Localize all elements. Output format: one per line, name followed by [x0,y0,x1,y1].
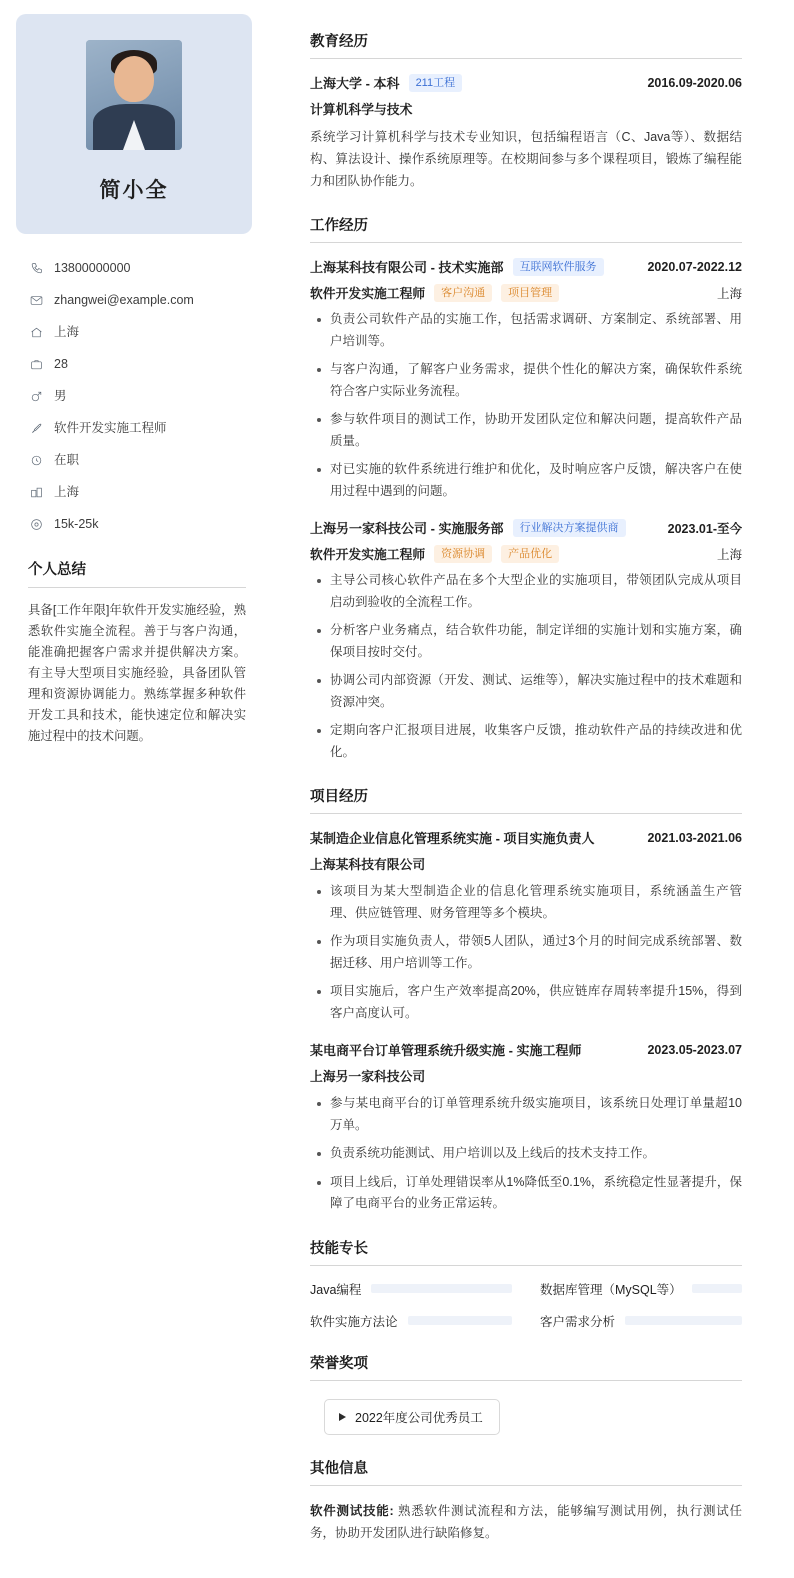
education-entry [310,73,742,192]
contact-value: 上海 [54,325,80,339]
contact-value: 男 [54,389,67,403]
list-item: 作为项目实施负责人，带领5人团队，通过3个月的时间完成系统部署、数据迁移、用户培训等工作。 [310,931,742,974]
list-item: 项目上线后，订单处理错误率从1%降低至0.1%，系统稳定性显著提升，保障了电商平台的业务正常运转。 [310,1172,742,1215]
honors-title: 荣誉奖项 [310,1352,742,1381]
contact-value: 上海 [54,485,80,499]
honors-section [310,1352,742,1435]
list-item: 与客户沟通，了解客户业务需求，提供个性化的解决方案，确保软件系统符合客户实际业务流程。 [310,359,742,402]
other-label: 软件测试技能: [310,1503,394,1518]
work-role-tag: 产品优化 [501,545,559,563]
work-role-tag: 项目管理 [501,284,559,302]
list-item: 该项目为某大型制造企业的信息化管理系统实施项目，系统涵盖生产管理、供应链管理、财务管理等多个模块。 [310,881,742,924]
project-date: 2021.03-2021.06 [647,830,742,845]
contact-list [28,260,246,532]
skill-label: Java编程 [310,1282,362,1297]
skills-title: 技能专长 [310,1237,742,1266]
summary-text: 具备[工作年限]年软件开发实施经验，熟悉软件实施全流程。善于与客户沟通，能准确把握客户需求并提供解决方案。有主导大型项目实施经验，具备团队管理和资源协调能力。熟练掌握多种软件开发工具和技术，能快速定位和解决实施过程中的技术问题。 [28,603,246,743]
projects-section [310,785,742,1215]
work-location: 上海 [716,547,742,562]
project-entry [310,828,742,1024]
project-bullets [310,881,742,1024]
avatar [86,40,182,150]
skill-label: 客户需求分析 [540,1314,616,1329]
summary-title: 个人总结 [28,558,246,588]
education-tag: 211工程 [409,74,463,92]
list-item: 负责系统功能测试、用户培训以及上线后的技术支持工作。 [310,1143,742,1165]
skill-item [310,1280,512,1298]
skill-bar [625,1316,742,1325]
phone-icon [28,260,44,276]
contact-value: 在职 [54,453,80,467]
contact-value: zhangwei@example.com [54,293,194,307]
other-item [310,1500,742,1544]
honor-label: 2022年度公司优秀员工 [355,1410,483,1425]
education-school: 上海大学 - 本科 [310,76,400,91]
work-entry [310,518,742,763]
rocket-icon [28,420,44,436]
contact-item-status [28,452,246,468]
work-company: 上海某科技有限公司 - 技术实施部 [310,260,504,275]
education-section [310,30,742,192]
skills-grid [310,1280,742,1330]
work-location: 上海 [716,286,742,301]
contact-item-age [28,356,246,372]
project-name: 某电商平台订单管理系统升级实施 - 实施工程师 [310,1043,582,1058]
work-bullets [310,309,742,502]
contact-item-location [28,324,246,340]
other-title: 其他信息 [310,1457,742,1486]
work-title: 工作经历 [310,214,742,243]
projects-title: 项目经历 [310,785,742,814]
status-icon [28,452,44,468]
list-item: 参与某电商平台的订单管理系统升级实施项目，该系统日处理订单量超10万单。 [310,1093,742,1136]
project-entry [310,1040,742,1215]
list-item: 主导公司核心软件产品在多个大型企业的实施项目，带领团队完成从项目启动到验收的全流程工作。 [310,570,742,613]
list-item: 协调公司内部资源（开发、测试、运维等），解决实施过程中的技术难题和资源冲突。 [310,670,742,713]
sidebar [0,0,268,1578]
contact-value: 15k-25k [54,517,99,531]
mail-icon [28,292,44,308]
work-date: 2020.07-2022.12 [647,259,742,274]
work-role-tag: 资源协调 [434,545,492,563]
work-role-tag: 客户沟通 [434,284,492,302]
list-item: 定期向客户汇报项目进展，收集客户反馈，推动软件产品的持续改进和优化。 [310,720,742,763]
work-tag: 行业解决方案提供商 [513,519,626,537]
list-item: 分析客户业务痛点，结合软件功能，制定详细的实施计划和实施方案，确保项目按时交付。 [310,620,742,663]
profile-panel [16,14,252,234]
work-role: 软件开发实施工程师 [310,286,426,301]
play-triangle-icon [339,1413,346,1421]
contact-value: 软件开发实施工程师 [54,421,167,435]
project-bullets [310,1093,742,1215]
work-role: 软件开发实施工程师 [310,547,426,562]
work-bullets [310,570,742,763]
contact-item-salary [28,516,246,532]
summary-section [28,558,246,747]
salary-icon [28,516,44,532]
honor-item[interactable] [324,1399,500,1435]
skill-label: 数据库管理（MySQL等） [540,1282,682,1297]
work-company: 上海另一家科技公司 - 实施服务部 [310,521,504,536]
skill-item [540,1312,742,1330]
education-title: 教育经历 [310,30,742,59]
education-major: 计算机科学与技术 [310,102,413,117]
list-item: 负责公司软件产品的实施工作，包括需求调研、方案制定、系统部署、用户培训等。 [310,309,742,352]
contact-item-gender [28,388,246,404]
skill-bar [408,1316,512,1325]
list-item: 项目实施后，客户生产效率提高20%，供应链库存周转率提升15%，得到客户高度认可。 [310,981,742,1024]
contact-value: 28 [54,357,68,371]
work-entry [310,257,742,502]
skill-bar [371,1284,512,1293]
skill-item [310,1312,512,1330]
project-company: 上海另一家科技公司 [310,1069,426,1084]
contact-item-position [28,420,246,436]
work-tag: 互联网软件服务 [513,258,604,276]
list-item: 参与软件项目的测试工作，协助开发团队定位和解决问题，提高软件产品质量。 [310,409,742,452]
education-desc: 系统学习计算机科学与技术专业知识，包括编程语言（C、Java等）、数据结构、算法设计、操作系统原理等。在校期间参与多个课程项目，锻炼了编程能力和团队协作能力。 [310,130,742,188]
skills-section [310,1237,742,1330]
skill-item [540,1280,742,1298]
project-name: 某制造企业信息化管理系统实施 - 项目实施负责人 [310,831,595,846]
contact-value: 13800000000 [54,261,131,275]
profile-name: 简小全 [99,179,169,202]
city-icon [28,484,44,500]
skill-label: 软件实施方法论 [310,1314,398,1329]
other-section [310,1457,742,1544]
education-date: 2016.09-2020.06 [647,75,742,90]
main-content [268,0,794,1578]
briefcase-icon [28,356,44,372]
contact-item-city [28,484,246,500]
project-date: 2023.05-2023.07 [647,1042,742,1057]
project-company: 上海某科技有限公司 [310,857,426,872]
home-icon [28,324,44,340]
gender-icon [28,388,44,404]
skill-bar [692,1284,742,1293]
other-text: 熟悉软件测试流程和方法，能够编写测试用例，执行测试任务，协助开发团队进行缺陷修复。 [310,1503,742,1540]
list-item: 对已实施的软件系统进行维护和优化，及时响应客户反馈，解决客户在使用过程中遇到的问题。 [310,459,742,502]
contact-item-email [28,292,246,308]
work-date: 2023.01-至今 [667,521,742,536]
work-section [310,214,742,763]
contact-item-phone [28,260,246,276]
